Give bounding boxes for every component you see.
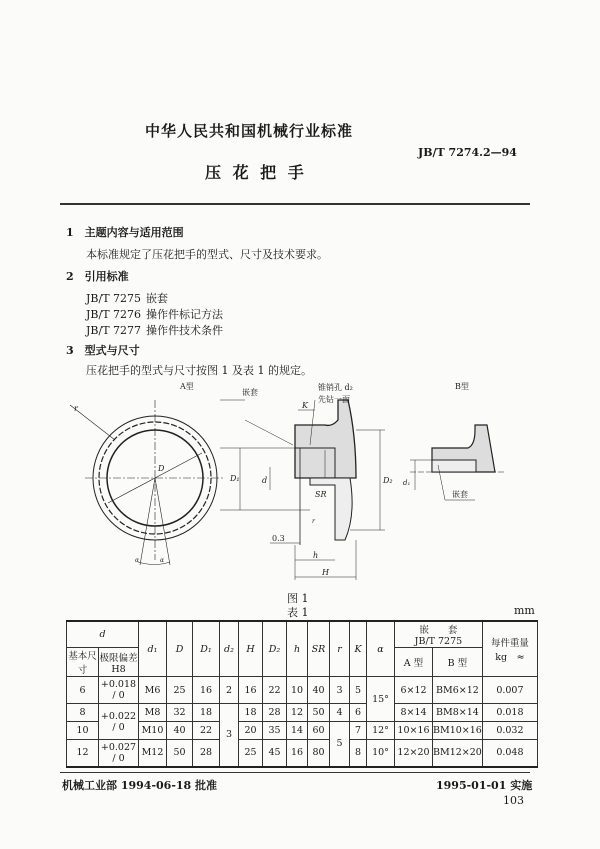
front-view-a [70, 400, 225, 565]
issuing-org: 中华人民共和国机械行业标准 [145, 122, 354, 140]
header-alpha: α [367, 621, 395, 677]
table-cell: 0.048 [482, 740, 537, 767]
insert-label-b: 嵌套 [452, 490, 468, 499]
approval-line: 机械工业部 1994-06-18 批准 [62, 779, 218, 792]
table-cell: +0.022 / 0 [99, 704, 139, 740]
table-cell: 35 [263, 722, 287, 740]
table-cell: 5 [330, 722, 350, 767]
table-cell: 6×12 [395, 677, 433, 704]
ref-item: JB/T 7276 操作件标记方法 [86, 308, 223, 321]
table-cell: 8×14 [395, 704, 433, 722]
figure-caption: 图 1 [287, 592, 309, 605]
header-rule [60, 203, 530, 205]
label-D2: D₂ [383, 476, 393, 485]
table-cell: 16 [239, 677, 263, 704]
header-h: h [287, 621, 308, 677]
table-cell: BM12×20 [433, 740, 483, 767]
table-cell: 20 [239, 722, 263, 740]
table-cell: 45 [263, 740, 287, 767]
table-cell: 12 [67, 740, 99, 767]
section-1-heading: 1 主题内容与适用范围 [66, 226, 184, 239]
table-cell: 3 [330, 677, 350, 704]
table-cell: 10 [67, 722, 99, 740]
table-cell: 4 [330, 704, 350, 722]
type-a-label: A型 [180, 382, 194, 391]
header-weight: 每件重量 kg ≈ [482, 621, 537, 677]
table-cell: 0.018 [482, 704, 537, 722]
section-2-heading: 2 引用标准 [66, 270, 129, 283]
table-cell: 14 [287, 722, 308, 740]
header-H: H [239, 621, 263, 677]
table-cell: M12 [139, 740, 167, 767]
doc-title: 压 花 把 手 [205, 163, 307, 182]
insert-label: 嵌套 [242, 388, 258, 397]
header-r: r [330, 621, 350, 677]
table-cell: 18 [193, 704, 220, 722]
table-cell: 12×20 [395, 740, 433, 767]
table-cell: 50 [308, 704, 330, 722]
header-tol: 极限偏差 H8 [99, 648, 139, 677]
table-cell: 40 [308, 677, 330, 704]
table-cell: 28 [263, 704, 287, 722]
section-1-body: 本标准规定了压花把手的型式、尺寸及技术要求。 [86, 248, 328, 261]
table-cell: +0.027 / 0 [99, 740, 139, 767]
header-D1: D₁ [193, 621, 220, 677]
table-cell: 6 [67, 677, 99, 704]
label-d1: d₁ [403, 479, 411, 487]
type-b-label: B型 [455, 382, 469, 391]
standard-code: JB/T 7274.2—94 [418, 146, 517, 159]
label-SR: SR [315, 490, 327, 499]
table-cell: 6 [350, 704, 367, 722]
table-cell: BM8×14 [433, 704, 483, 722]
dimension-table [66, 620, 538, 768]
table-cell: 16 [193, 677, 220, 704]
table-cell: 10×16 [395, 722, 433, 740]
table-cell: M10 [139, 722, 167, 740]
table-cell: 12° [367, 722, 395, 740]
table-cell: BM10×16 [433, 722, 483, 740]
table-cell: 12 [287, 704, 308, 722]
pin-hole-label: 锥销孔 d₂ [318, 383, 353, 392]
table-cell: 25 [167, 677, 193, 704]
table-cell: 28 [193, 740, 220, 767]
label-d: d [262, 476, 268, 485]
page-number: 103 [503, 794, 524, 807]
footer-rule [60, 772, 530, 773]
table-cell: 40 [167, 722, 193, 740]
table-cell: 7 [350, 722, 367, 740]
table-cell: 3 [220, 704, 239, 767]
table-cell: BM6×12 [433, 677, 483, 704]
label-r2: r [312, 518, 315, 525]
table-row [67, 677, 538, 704]
table-cell: M6 [139, 677, 167, 704]
header-D: D [167, 621, 193, 677]
header-D2: D₂ [263, 621, 287, 677]
table-cell: 50 [167, 740, 193, 767]
table-cell: 60 [308, 722, 330, 740]
header-d: d [67, 621, 139, 648]
table-row [67, 740, 538, 767]
label-r: r [74, 404, 78, 413]
label-H: H [322, 568, 329, 577]
section-3-heading: 3 型式与尺寸 [66, 344, 140, 357]
label-D: D [158, 464, 165, 473]
table-cell: +0.018 / 0 [99, 677, 139, 704]
table-cell: 18 [239, 704, 263, 722]
table-cell: 8 [350, 740, 367, 767]
header-insert-b: B 型 [433, 648, 483, 677]
header-d2: d₂ [220, 621, 239, 677]
header-K: K [350, 621, 367, 677]
table-cell: 22 [193, 722, 220, 740]
table-cell: 0.032 [482, 722, 537, 740]
table-caption: 表 1 [287, 606, 309, 619]
pin-note-label: 先钻一面 [318, 395, 350, 404]
figure-1-drawing [60, 375, 540, 595]
header-insert: 嵌 套 JB/T 7275 [395, 621, 483, 648]
table-row [67, 704, 538, 722]
label-D1: D₁ [230, 474, 240, 483]
table-cell: 10° [367, 740, 395, 767]
table-unit: mm [514, 604, 535, 617]
section-view-a [220, 400, 385, 580]
table-cell: 8 [67, 704, 99, 722]
table-cell: 25 [239, 740, 263, 767]
table-cell: 80 [308, 740, 330, 767]
label-gap: 0.3 [272, 534, 285, 543]
effective-line: 1995-01-01 实施 [436, 779, 533, 792]
table-cell: 5 [350, 677, 367, 704]
section-3-body: 压花把手的型式与尺寸按图 1 及表 1 的规定。 [86, 364, 312, 377]
table-cell: 22 [263, 677, 287, 704]
table-cell: 2 [220, 677, 239, 704]
section-view-b [410, 425, 505, 500]
ref-item: JB/T 7277 操作件技术条件 [86, 324, 223, 337]
label-K: K [302, 401, 308, 410]
table-cell: 15° [367, 677, 395, 722]
label-alpha: α [135, 557, 140, 564]
table-cell: 0.007 [482, 677, 537, 704]
table-cell: 10 [287, 677, 308, 704]
table-cell: M8 [139, 704, 167, 722]
ref-item: JB/T 7275 嵌套 [86, 292, 168, 305]
header-SR: SR [308, 621, 330, 677]
table-cell: 16 [287, 740, 308, 767]
label-h: h [313, 551, 319, 560]
header-d1: d₁ [139, 621, 167, 677]
header-basic: 基本尺寸 [67, 648, 99, 677]
label-alpha: α [160, 557, 165, 564]
header-insert-a: A 型 [395, 648, 433, 677]
table-cell: 32 [167, 704, 193, 722]
